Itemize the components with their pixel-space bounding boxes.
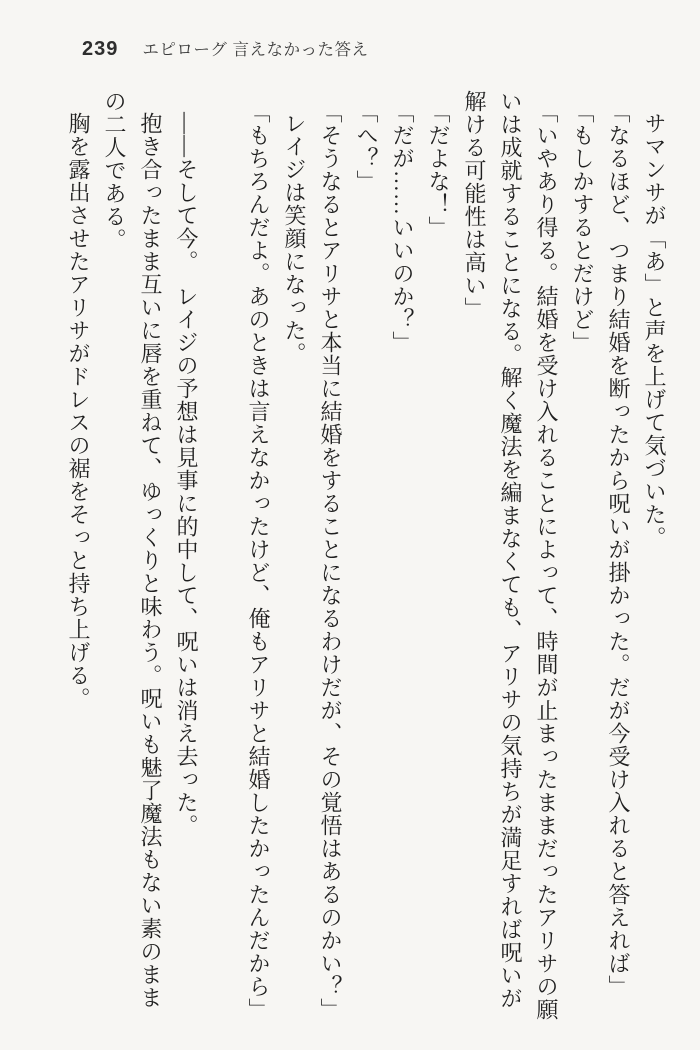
- text-line: 「だが……いいのか？」: [390, 101, 415, 354]
- text-line: 「もしかするとだけど」: [570, 101, 595, 354]
- text-line: 「いやあり得る。結婚を受け入れることによって、時間が止まったままだったアリサの願: [534, 101, 559, 1021]
- text-line: ――そして今。 レイジの予想は見事に的中して、呪いは消え去った。: [174, 112, 199, 837]
- text-line: いは成就することになる。解く魔法を編まなくても、アリサの気持ちが満足すれば呪いが: [498, 90, 523, 1010]
- text-line: 抱き合ったまま互いに唇を重ねて、ゆっくりと味わう。呪いも魅了魔法もない素のまま: [138, 112, 163, 1009]
- text-line: 「へ？」: [354, 101, 379, 193]
- text-line: 胸を露出させたアリサがドレスの裾をそっと持ち上げる。: [66, 112, 91, 710]
- text-line: 「なるほど、つまり結婚を断ったから呪いが掛かった。だが今受け入れると答えれば」: [606, 101, 631, 998]
- body-text: [60, 90, 672, 1035]
- text-line: サマンサが「あ」と声を上げて気づいた。: [642, 112, 667, 549]
- text-line: 「そうなるとアリサと本当に結婚をすることになるわけだが、その覚悟はあるのかい？」: [318, 101, 343, 1021]
- text-line: の二人である。: [102, 90, 127, 251]
- chapter-title: エピローグ 言えなかった答え: [142, 41, 369, 59]
- page-header: [82, 36, 368, 61]
- text-line: 解ける可能性は高い」: [462, 90, 487, 320]
- blank-line: [204, 90, 240, 1035]
- text-line: 「もちろんだよ。あのときは言えなかったけど、俺もアリサと結婚したかったんだから」: [246, 101, 271, 1021]
- page-number: 239: [82, 38, 119, 60]
- text-line: 「だよな！」: [426, 101, 451, 239]
- text-line: レイジは笑顔になった。: [282, 112, 307, 365]
